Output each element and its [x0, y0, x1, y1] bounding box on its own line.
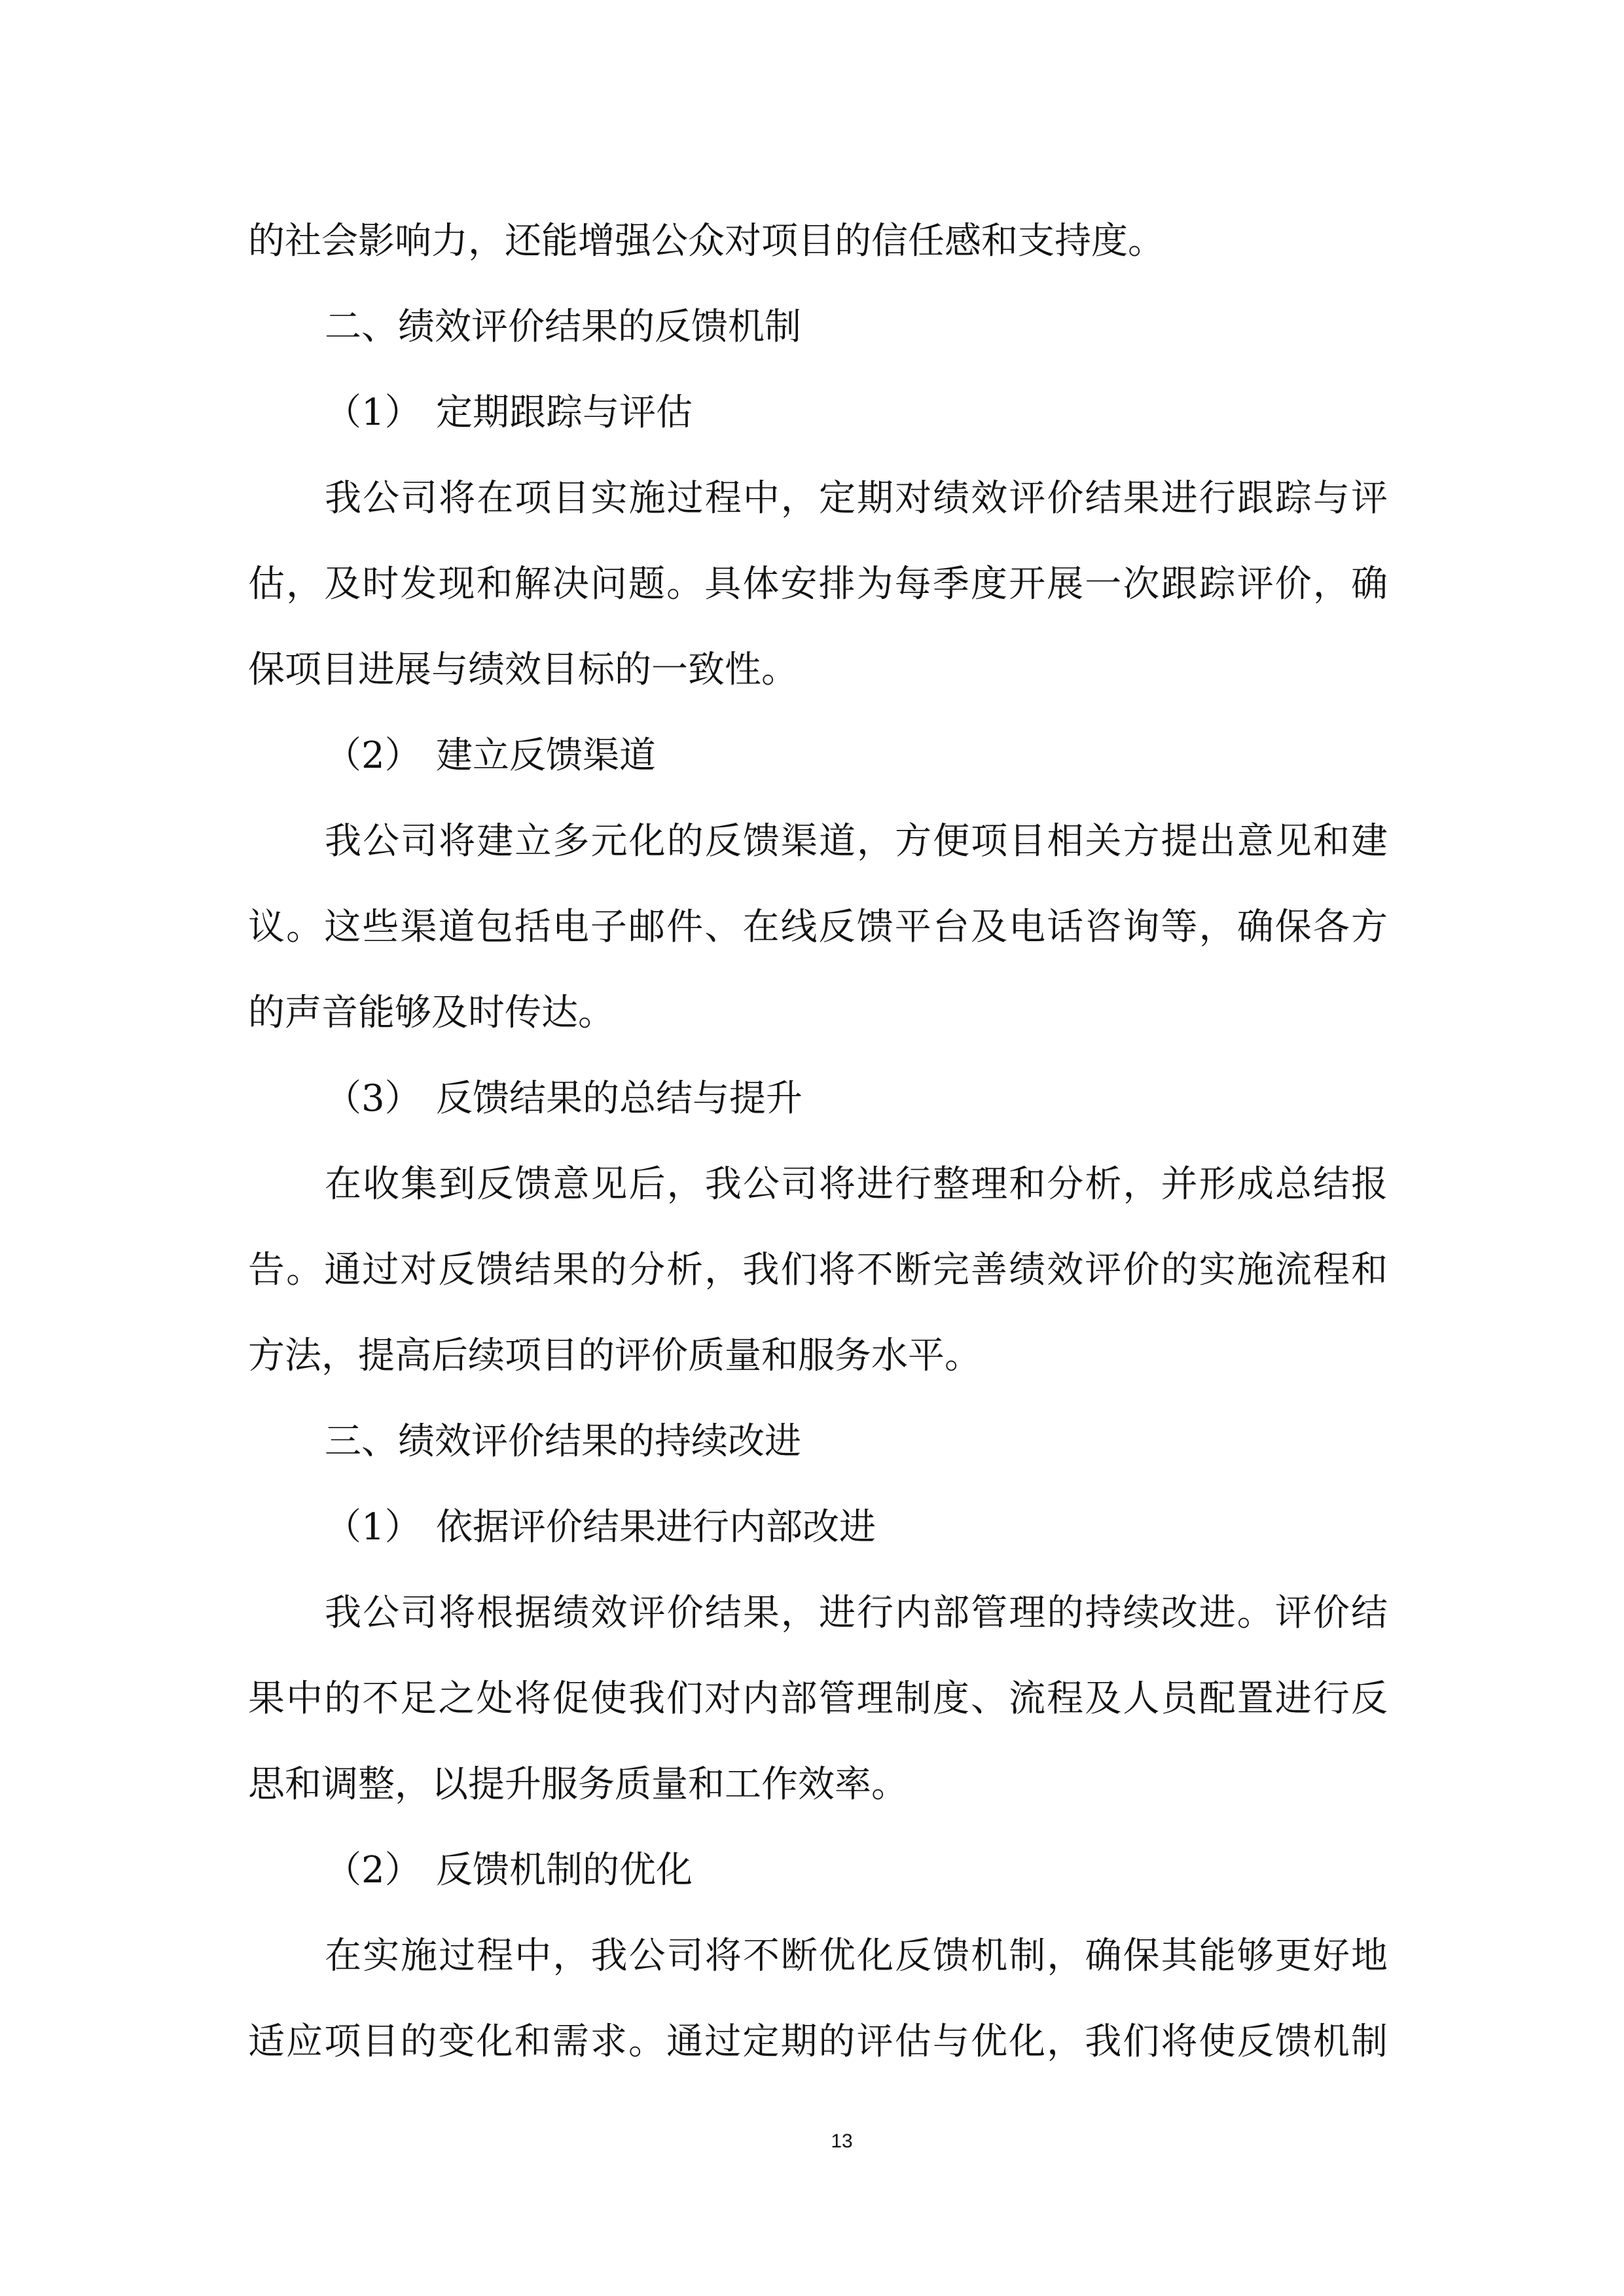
paragraph-line: 保项目进展与绩效目标的一致性。	[248, 649, 798, 691]
subsection-heading	[248, 1827, 1388, 1913]
subsection-heading	[248, 370, 1388, 456]
paragraph-line: 的社会影响力，还能增强公众对项目的信任感和支持度。	[248, 220, 1164, 262]
paragraph-line: 我公司将根据绩效评价结果，进行内部管理的持续改进。评价结	[325, 1592, 1388, 1634]
subsection-heading	[248, 1484, 1388, 1570]
paragraph-line: 估，及时发现和解决问题。具体安排为每季度开展一次跟踪评价，确	[248, 563, 1388, 605]
paragraph-line: 的声音能够及时传达。	[248, 992, 615, 1034]
paragraph-line: 在收集到反馈意见后，我公司将进行整理和分析，并形成总结报	[325, 1163, 1388, 1206]
subsection-title: 定期跟踪与评估	[436, 391, 693, 434]
subsection-title: 反馈机制的优化	[436, 1849, 693, 1892]
paragraph-line: 议。这些渠道包括电子邮件、在线反馈平台及电话咨询等，确保各方	[248, 906, 1388, 948]
paragraph-line: 我公司将建立多元化的反馈渠道，方便项目相关方提出意见和建	[325, 820, 1388, 863]
subsection-number: （3）	[325, 1077, 422, 1120]
paragraph-line: 思和调整，以提升服务质量和工作效率。	[248, 1763, 908, 1806]
subsection-number: （1）	[325, 391, 422, 434]
subsection-number: （2）	[325, 734, 422, 777]
paragraph-line: 我公司将在项目实施过程中，定期对绩效评价结果进行跟踪与评	[325, 477, 1388, 520]
subsection-heading	[248, 713, 1388, 798]
subsection-title: 依据评价结果进行内部改进	[436, 1506, 876, 1549]
section-heading: 二、绩效评价结果的反馈机制	[325, 306, 801, 348]
subsection-number: （2）	[325, 1849, 422, 1892]
page-number: 13	[831, 2130, 853, 2152]
subsection-heading	[248, 1056, 1388, 1141]
paragraph-line: 告。通过对反馈结果的分析，我们将不断完善绩效评价的实施流程和	[248, 1249, 1388, 1291]
subsection-title: 建立反馈渠道	[436, 734, 656, 777]
paragraph-line: 果中的不足之处将促使我们对内部管理制度、流程及人员配置进行反	[248, 1677, 1388, 1720]
paragraph-line: 在实施过程中，我公司将不断优化反馈机制，确保其能够更好地	[325, 1935, 1388, 1977]
paragraph-line: 方法，提高后续项目的评价质量和服务水平。	[248, 1335, 981, 1377]
paragraph-line: 适应项目的变化和需求。通过定期的评估与优化，我们将使反馈机制	[248, 2020, 1388, 2063]
body-text	[248, 198, 1388, 2085]
subsection-title: 反馈结果的总结与提升	[436, 1077, 803, 1120]
section-heading: 三、绩效评价结果的持续改进	[325, 1420, 801, 1463]
subsection-number: （1）	[325, 1506, 422, 1549]
